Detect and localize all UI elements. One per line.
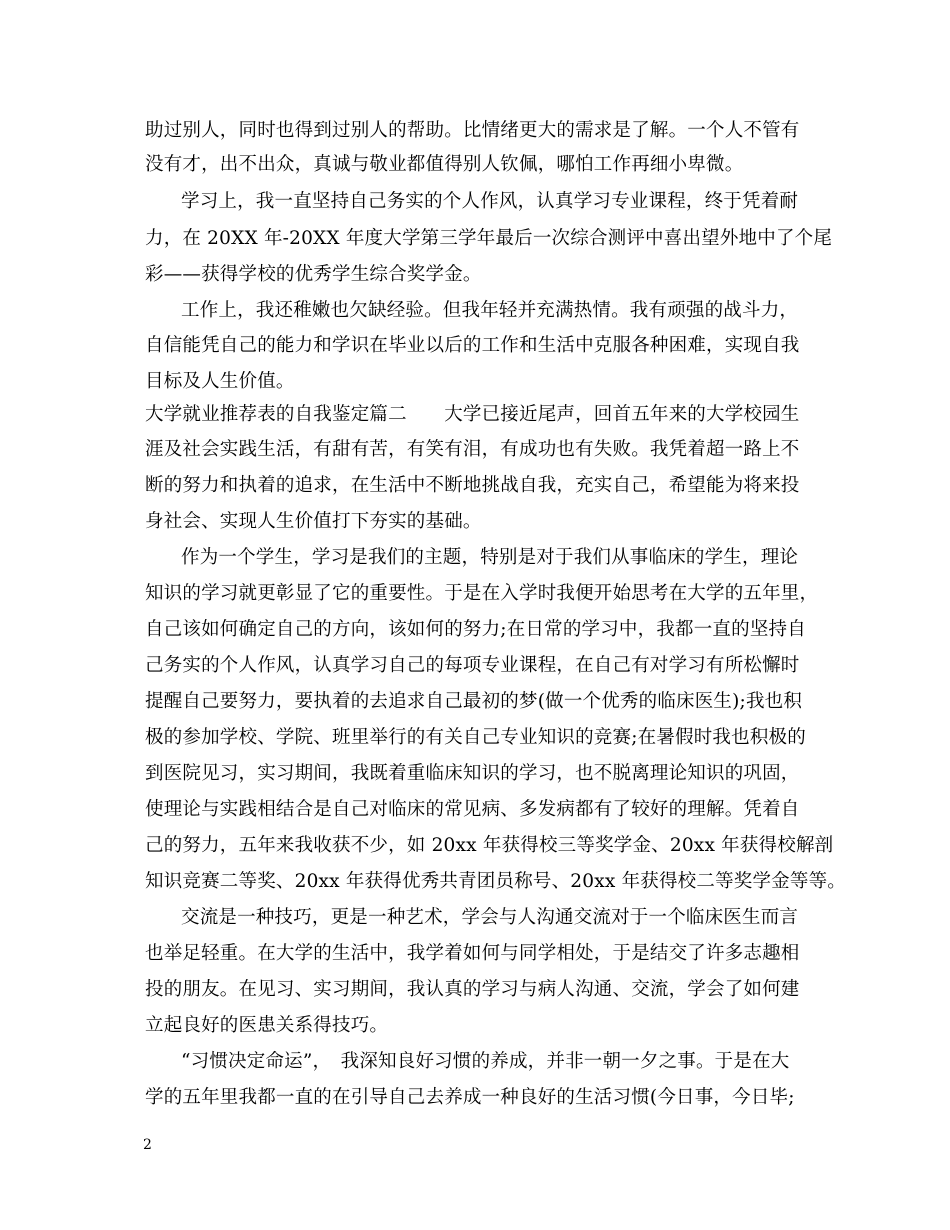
text-line: 断的努力和执着的追求，在生活中不断地挑战自我，充实自己，希望能为将来投	[145, 475, 800, 496]
section-heading-line: 大学就业推荐表的自我鉴定篇二 大学已接近尾声，回首五年来的大学校园生	[145, 404, 800, 425]
text-line: 助过别人，同时也得到过别人的帮助。比情绪更大的需求是了解。一个人不管有	[145, 120, 800, 141]
text-line: 提醒自己要努力，要执着的去追求自己最初的梦(做一个优秀的临床医生);我也积	[145, 691, 803, 712]
text-line: 使理论与实践相结合是自己对临床的常见病、多发病都有了较好的理解。凭着自	[145, 799, 800, 820]
text-line: 力，在 20XX 年-20XX 年度大学第三学年最后一次综合测评中喜出望外地中了个尾	[145, 228, 833, 249]
text-line: 自信能凭自己的能力和学识在毕业以后的工作和生活中克服各种困难，实现自我	[145, 335, 800, 356]
text-line: 工作上，我还稚嫩也欠缺经验。但我年轻并充满热情。我有顽强的战斗力，	[181, 300, 799, 321]
text-line: 己的努力，五年来我收获不少，如 20xx 年获得校三等奖学金、20xx 年获得校解剖	[145, 835, 834, 856]
text-line: 知识竞赛二等奖、20xx 年获得优秀共青团员称号、20xx 年获得校二等奖学金等等。	[145, 871, 846, 892]
text-line: 立起良好的医患关系得技巧。	[145, 1015, 389, 1036]
text-line: 目标及人生价值。	[145, 371, 295, 392]
page-number: 2	[143, 1137, 152, 1153]
text-line: 交流是一种技巧，更是一种艺术，学会与人沟通交流对于一个临床医生而言	[181, 907, 799, 928]
text-line: 知识的学习就更彰显了它的重要性。于是在入学时我便开始思考在大学的五年里，	[145, 583, 819, 604]
text-line: 投的朋友。在见习、实习期间，我认真的学习与病人沟通、交流，学会了如何建	[145, 979, 800, 1000]
text-line: 彩——获得学校的优秀学生综合奖学金。	[145, 264, 482, 285]
text-line: 学的五年里我都一直的在引导自己去养成一种良好的生活习惯(今日事，今日毕;	[145, 1087, 795, 1108]
text-line: 自己该如何确定自己的方向，该如何的努力;在日常的学习中，我都一直的坚持自	[145, 619, 806, 640]
text-line: 己务实的个人作风，认真学习自己的每项专业课程，在自己有对学习有所松懈时	[145, 655, 800, 676]
text-line: 身社会、实现人生价值打下夯实的基础。	[145, 511, 482, 532]
text-line: 到医院见习，实习期间，我既着重临床知识的学习，也不脱离理论知识的巩固，	[145, 763, 800, 784]
text-line: 没有才，出不出众，真诚与敬业都值得别人钦佩，哪怕工作再细小卑微。	[145, 154, 744, 175]
text-line: “习惯决定命运”， 我深知良好习惯的养成，并非一朝一夕之事。于是在大	[181, 1051, 790, 1072]
text-line: 涯及社会实践生活，有甜有苦，有笑有泪，有成功也有失败。我凭着超一路上不	[145, 439, 800, 460]
text-line: 极的参加学校、学院、班里举行的有关自己专业知识的竞赛;在暑假时我也积极的	[145, 727, 806, 748]
text-line: 也举足轻重。在大学的生活中，我学着如何与同学相处，于是结交了许多志趣相	[145, 943, 800, 964]
text-line: 学习上，我一直坚持自己务实的个人作风，认真学习专业课程，终于凭着耐	[181, 191, 799, 212]
text-line: 作为一个学生，学习是我们的主题，特别是对于我们从事临床的学生，理论	[181, 547, 799, 568]
